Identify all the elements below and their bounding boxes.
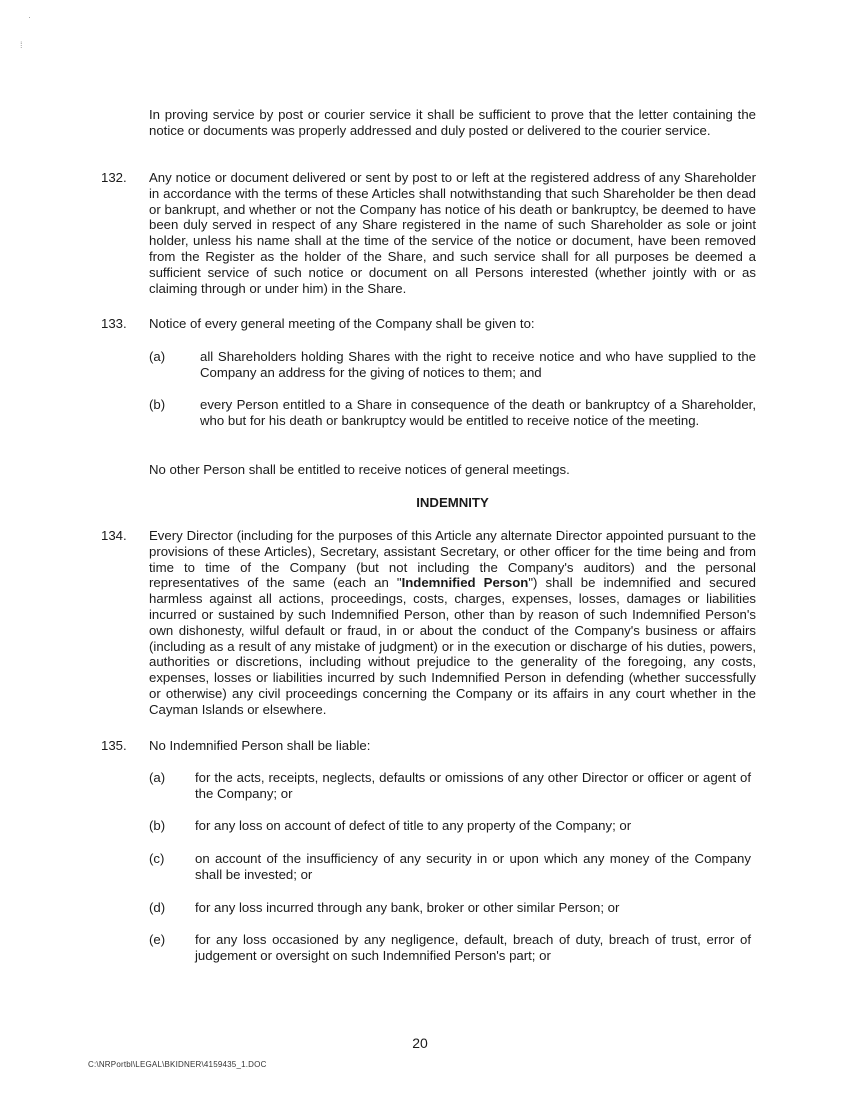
article-134-number: 134. [101,528,127,543]
article-135-item-d-label: (d) [149,900,166,915]
article-133-closing: No other Person shall be entitled to receive notices of general meetings. [149,462,570,477]
article-135-item-a-text: for the acts, receipts, neglects, defaults or omissions of any other Director or officer or agent of the Company; or [195,770,751,801]
article-133-item-b-text: every Person entitled to a Share in consequence of the death or bankruptcy of a Shareholder, who but for his death or bankruptcy would be entitled to receive notice of the meeting. [200,397,756,428]
article-134-text-end: ") shall be indemnified and secured harmless against all actions, proceedings, costs, charges, expenses, losses, damages or liabilities incurred or sustained by such Indemnified Person, other than by reason of such Indemnified Person's own dishonesty, wilful default or fraud, in or about the conduct of the Company's business or affairs (including as a result of any mistake of judgment) or in the execution or discharge of his duties, powers, authorities or discretions, including without prejudice to the generality of the foregoing, any costs, expenses, losses or liabilities incurred by such Indemnified Person in defending (whether successfully or otherwise) any civil proceedings concerning the Company or its affairs in any court whether in the Cayman Islands or elsewhere. [149,575,757,717]
intro-paragraph: In proving service by post or courier service it shall be sufficient to prove that the letter containing the notice or documents was properly addressed and duly posted or delivered to the courier service. [149,107,756,138]
article-135-item-e-text: for any loss occasioned by any negligence, default, breach of duty, breach of trust, error of judgement or oversight on such Indemnified Person's part; or [195,932,751,963]
article-135-item-e-label: (e) [149,932,166,947]
article-135-item-b-label: (b) [149,818,166,833]
article-132-text: Any notice or document delivered or sent by post to or left at the registered address of any Shareholder in accordance with the terms of these Articles shall notwithstanding that such Shareholder be then dead or bankrupt, and whether or not the Company has notice of his death or bankruptcy, be deemed to have been duly served in respect of any Share registered in the name of such Shareholder as sole or joint holder, unless his name shall at the time of the service of the notice or document, have been removed from the Register as the holder of the Share, and such service shall for all purposes be deemed a sufficient service of such notice or document on all Persons interested (whether jointly with or as claiming through or under him) in the Share. [149,170,756,296]
article-133-item-b-label: (b) [149,397,166,412]
article-135-item-d-text: for any loss incurred through any bank, broker or other similar Person; or [195,900,620,915]
article-133-number: 133. [101,316,127,331]
article-135-item-c-text: on account of the insufficiency of any security in or upon which any money of the Company shall be invested; or [195,851,751,882]
section-heading: INDEMNITY [416,495,489,510]
article-133-text: Notice of every general meeting of the Company shall be given to: [149,316,535,331]
article-135-item-a-label: (a) [149,770,166,785]
article-133-item-a-text: all Shareholders holding Shares with the right to receive notice and who have supplied to the Company an address for the giving of notices to them; and [200,349,756,380]
scan-artifact: · [28,12,31,22]
article-135-item-c-label: (c) [149,851,165,866]
article-134-text [149,528,756,718]
article-135-item-b-text: for any loss on account of defect of title to any property of the Company; or [195,818,632,833]
scan-artifact: ⁞ [20,40,23,50]
footer-file-path: C:\NRPortbl\LEGAL\BKIDNER\4159435_1.DOC [88,1060,267,1069]
article-135-text: No Indemnified Person shall be liable: [149,738,371,753]
article-132-number: 132. [101,170,127,185]
article-135-number: 135. [101,738,127,753]
article-134-text-start: Every Director (including for the purposes of this Article any alternate Director appointed pursuant to the provisions of these Articles), Secretary, assistant Secretary, or other officer for the time being and from time to time of the Company (but not including the Company's auditors) and the personal representatives of the same (each an " [149,528,756,591]
defined-term: Indemnified Person [401,575,529,591]
article-133-item-a-label: (a) [149,349,166,364]
page-number: 20 [412,1035,428,1051]
